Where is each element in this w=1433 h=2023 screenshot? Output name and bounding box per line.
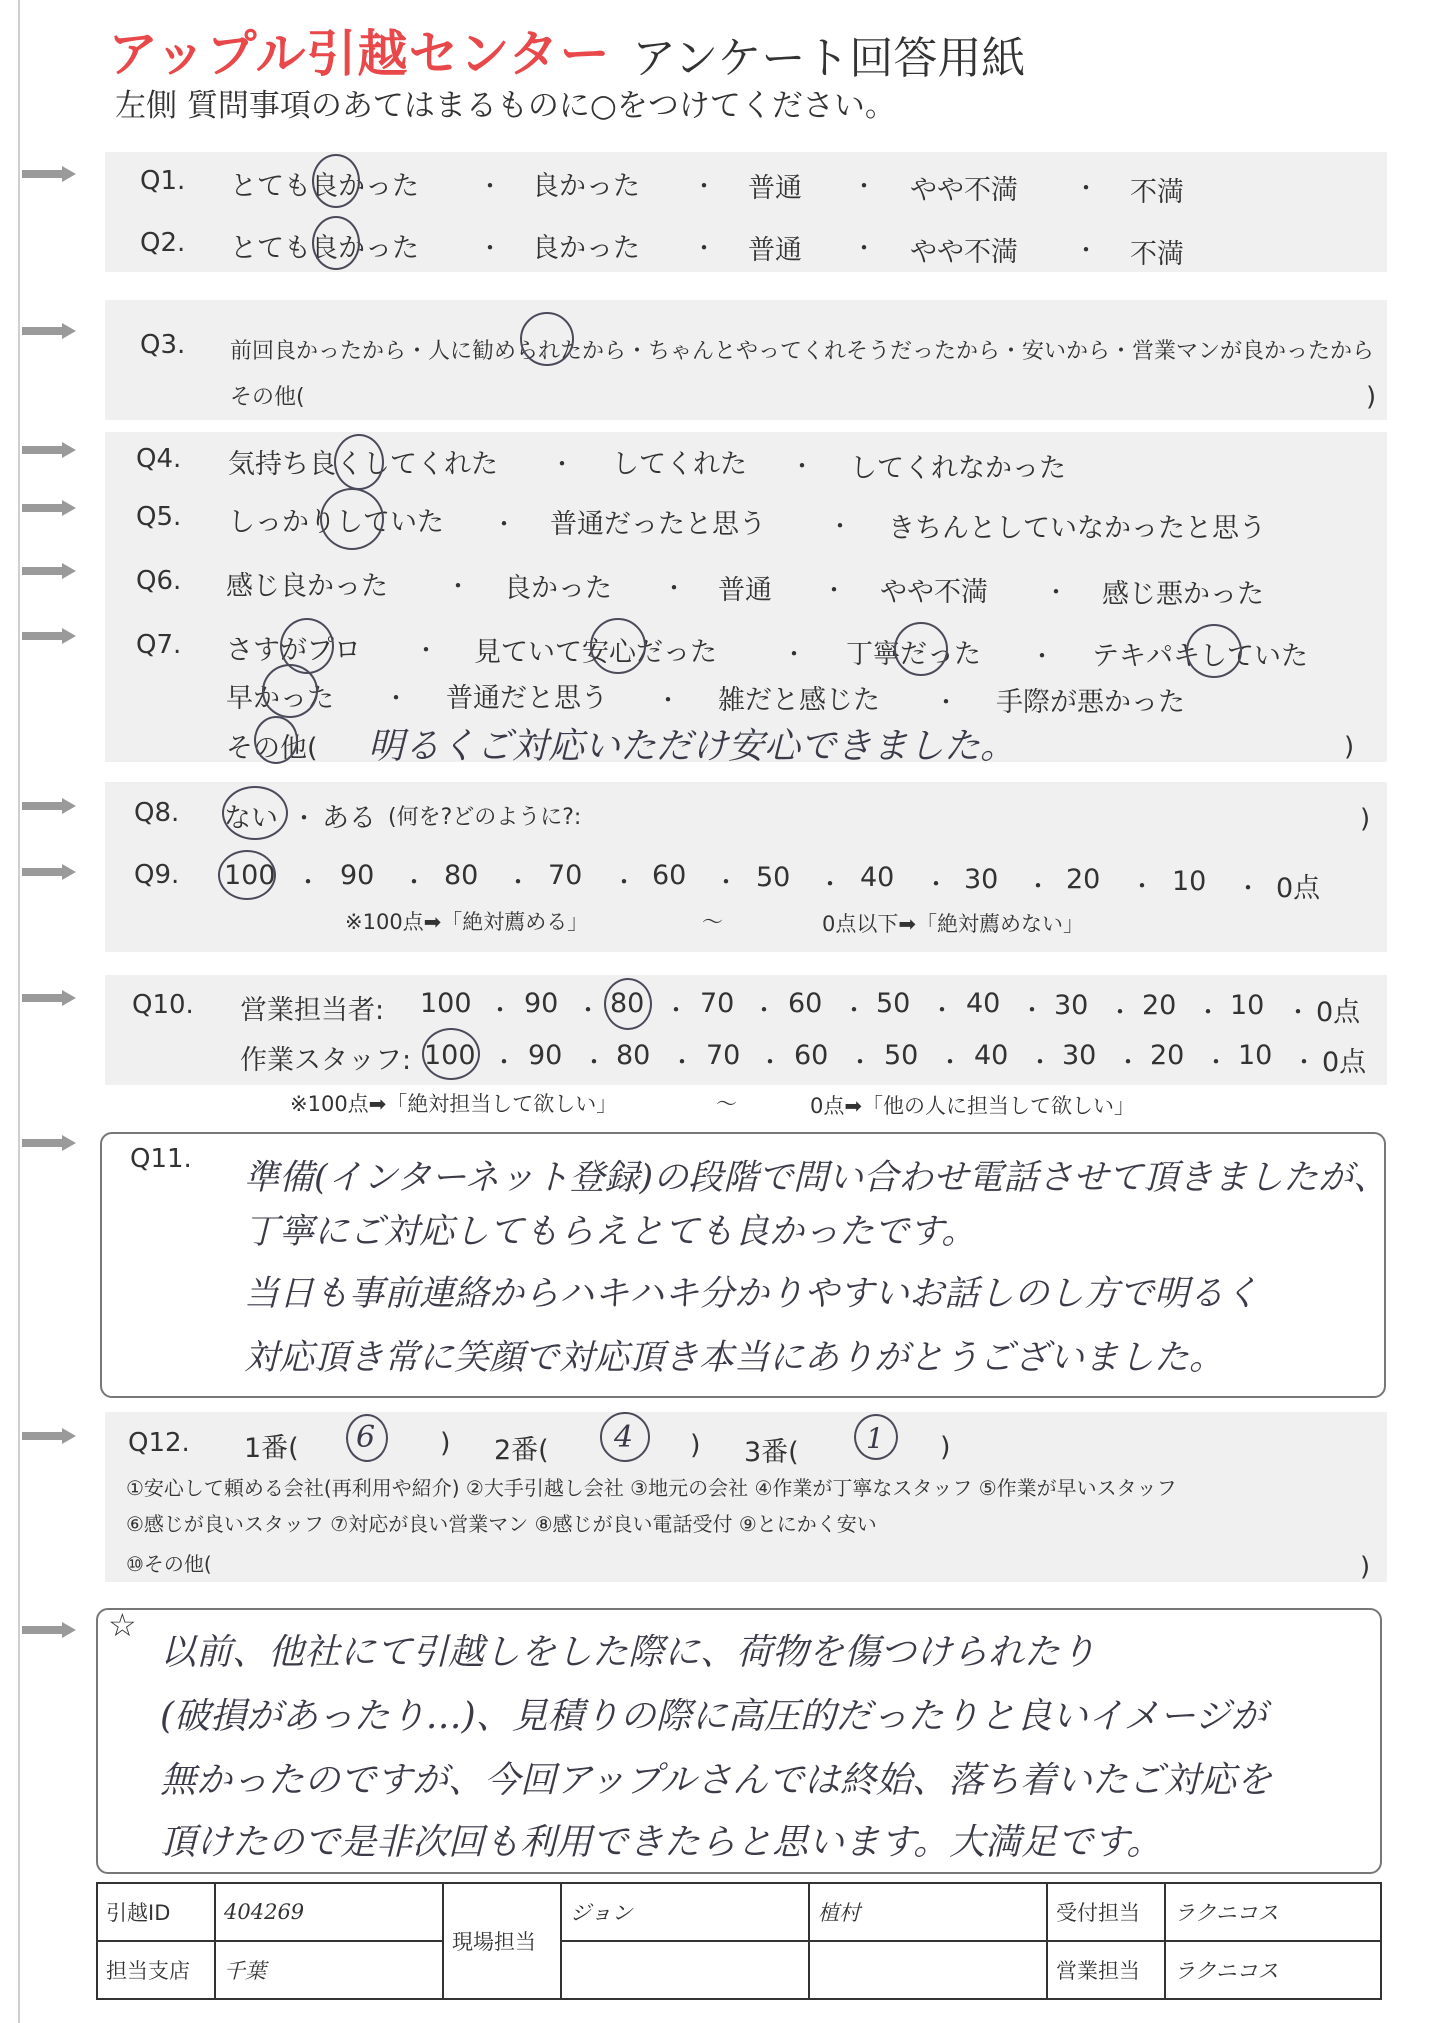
separator-dot: ・ (612, 868, 636, 896)
separator-dot: ・ (414, 636, 438, 664)
selection-circle (222, 786, 288, 840)
q9-score[interactable]: 100 (224, 860, 276, 891)
q7-option[interactable]: 見ていて安心だった (474, 637, 717, 668)
q12-close-paren: ) (440, 1428, 451, 1459)
q5-label: Q5. (136, 502, 182, 532)
q5-option[interactable]: しっかりしていた (228, 507, 444, 538)
q10-tilde: 〜 (716, 1092, 737, 1116)
q12-choices-line: ①安心して頼める会社(再利用や紹介) ②大手引越し会社 ③地元の会社 ④作業が丁寧なスタッフ ⑤作業が早いスタッフ (126, 1476, 1177, 1500)
q1-option[interactable]: 良かった (532, 171, 640, 202)
q9-score[interactable]: 70 (548, 860, 583, 891)
q4-option[interactable]: してくれた (612, 449, 747, 480)
separator-dot: ・ (582, 1048, 606, 1076)
q1-option[interactable]: 不満 (1130, 177, 1184, 208)
q7-other: その他( (226, 733, 318, 764)
q3-other: その他( (230, 385, 305, 410)
q8-option-none[interactable]: ない (224, 803, 278, 834)
separator-dot: ・ (1236, 874, 1260, 902)
q8-option-some[interactable]: ある (322, 803, 376, 834)
q3-options[interactable]: 前回良かったから・人に勧められたから・ちゃんとやってくれそうだったから・安いから・営業マンが良かったから (230, 339, 1375, 364)
q2-option[interactable]: とても良かった (230, 233, 419, 264)
q7-option[interactable]: 丁寧だった (846, 639, 981, 670)
site-staff-value: ジョン (561, 1883, 809, 1941)
q10-staff-score[interactable]: 100 (424, 1040, 476, 1071)
selection-circle (600, 1412, 650, 1462)
q1-option[interactable]: 普通 (748, 173, 802, 204)
separator-dot: ・ (790, 452, 814, 480)
q9-score[interactable]: 40 (860, 862, 895, 893)
separator-dot: ・ (662, 574, 686, 602)
arrow-icon (22, 1428, 76, 1444)
q9-score[interactable]: 30 (964, 864, 999, 895)
q8-close-paren: ) (1360, 804, 1371, 834)
separator-dot: ・ (842, 996, 866, 1024)
q2-option[interactable]: やや不満 (910, 237, 1018, 268)
separator-dot: ・ (1196, 998, 1220, 1026)
q7-option[interactable]: テキパキしていた (1092, 641, 1308, 672)
q8-prompt: (何を?どのように?: (388, 805, 582, 830)
comment-line: 無かったのですが、今回アップルさんでは終始、落ち着いたご対応を (160, 1760, 1273, 1801)
selection-circle (320, 488, 384, 550)
q10-sales-score[interactable]: 70 (700, 988, 735, 1019)
q7-close-paren: ) (1344, 732, 1355, 762)
selection-circle (334, 434, 384, 490)
q10-sales-score[interactable]: 30 (1054, 990, 1089, 1021)
q10-note-right: 0点➡「他の人に担当して欲しい」 (810, 1094, 1135, 1118)
q10-staff-score[interactable]: 10 (1238, 1040, 1273, 1071)
arrow-icon (22, 563, 76, 579)
selection-circle (422, 1028, 480, 1080)
separator-dot: ・ (818, 870, 842, 898)
arrow-icon (22, 990, 76, 1006)
separator-dot: ・ (1292, 1048, 1316, 1076)
instruction-text: 左側 質問事項のあてはまるものに○をつけてください。 (115, 88, 896, 124)
q9-tilde: 〜 (702, 910, 723, 934)
separator-dot: ・ (1044, 578, 1068, 606)
q7-option[interactable]: 雑だと感じた (718, 685, 880, 716)
separator-dot: ・ (934, 688, 958, 716)
reception-value: ラクニコス (1165, 1883, 1381, 1941)
q10-staff-score[interactable]: 80 (616, 1040, 651, 1071)
site-staff-label: 現場担当 (443, 1883, 561, 1999)
q2-option[interactable]: 不満 (1130, 239, 1184, 270)
separator-dot: ・ (402, 868, 426, 896)
q10-staff-score[interactable]: 40 (974, 1040, 1009, 1071)
selection-circle (312, 216, 360, 270)
separator-dot: ・ (478, 172, 502, 200)
selection-circle (854, 1414, 898, 1460)
q6-option[interactable]: 感じ良かった (226, 571, 388, 602)
separator-dot: ・ (492, 1048, 516, 1076)
separator-dot: ・ (714, 868, 738, 896)
q12-third-label: 3番( (744, 1437, 799, 1468)
arrow-icon (22, 500, 76, 516)
move-id-value: 404269 (215, 1883, 443, 1941)
q9-score[interactable]: 10 (1172, 866, 1207, 897)
q5-option[interactable]: きちんとしていなかったと思う (888, 513, 1266, 544)
q4-label: Q4. (136, 444, 182, 474)
q7-option[interactable]: 普通だと思う (446, 683, 608, 714)
q12-third-value[interactable]: 1 (866, 1422, 884, 1455)
separator-dot: ・ (848, 1048, 872, 1076)
q7-option[interactable]: さすがプロ (226, 635, 361, 666)
separator-dot: ・ (670, 1048, 694, 1076)
q1-option[interactable]: とても良かった (230, 171, 419, 202)
comment-line: (破損があったり…)、見積りの際に高圧的だったりと良いイメージが (160, 1696, 1267, 1737)
separator-dot: ・ (1028, 1048, 1052, 1076)
q10-note-left: ※100点➡「絶対担当して欲しい」 (290, 1092, 618, 1116)
separator-dot: ・ (782, 640, 806, 668)
reception-label: 受付担当 (1047, 1883, 1165, 1941)
separator-dot: ・ (292, 804, 316, 832)
separator-dot: ・ (1074, 236, 1098, 264)
selection-circle (218, 850, 276, 900)
q10-sales-score[interactable]: 40 (966, 988, 1001, 1019)
q11-line: 対応頂き常に笑顔で対応頂き本当にありがとうございました。 (244, 1338, 1225, 1378)
q9-note-left: ※100点➡「絶対薦める」 (345, 910, 589, 934)
q6-option[interactable]: 良かった (504, 573, 612, 604)
q10-staff-score[interactable]: 0点 (1322, 1047, 1367, 1078)
q7-other-answer: 明るくご対応いただけ安心できました。 (368, 726, 1017, 767)
q2-label: Q2. (140, 228, 186, 258)
q9-label: Q9. (134, 860, 180, 890)
selection-circle (312, 154, 360, 208)
separator-dot: ・ (852, 234, 876, 262)
q11-label: Q11. (130, 1144, 192, 1174)
q5-option[interactable]: 普通だったと思う (550, 509, 766, 540)
q7-option[interactable]: 早かった (226, 683, 334, 714)
q8-label: Q8. (134, 798, 180, 828)
q12-second-label: 2番( (494, 1435, 549, 1466)
separator-dot: ・ (488, 996, 512, 1024)
q6-option[interactable]: やや不満 (880, 577, 988, 608)
q6-option[interactable]: 感じ悪かった (1102, 579, 1264, 610)
separator-dot: ・ (1108, 998, 1132, 1026)
q10-sales-score[interactable]: 10 (1230, 990, 1265, 1021)
separator-dot: ・ (938, 1048, 962, 1076)
separator-dot: ・ (576, 996, 600, 1024)
q7-label: Q7. (136, 630, 182, 660)
q10-staff-score[interactable]: 90 (528, 1040, 563, 1071)
selection-circle (590, 618, 646, 674)
comment-line: 以前、他社にて引越しをした際に、荷物を傷つけられたり (160, 1632, 1097, 1673)
page-edge (18, 0, 20, 2023)
q12-choices-line: ⑩その他( (126, 1552, 212, 1576)
separator-dot: ・ (692, 172, 716, 200)
separator-dot: ・ (758, 1048, 782, 1076)
move-id-label: 引越ID (97, 1883, 215, 1941)
q10-staff-label: 作業スタッフ: (240, 1045, 412, 1076)
selection-circle (254, 716, 298, 764)
q10-staff-score[interactable]: 20 (1150, 1040, 1185, 1071)
separator-dot: ・ (656, 686, 680, 714)
sales-label: 営業担当 (1047, 1941, 1165, 1999)
q10-sales-score[interactable]: 50 (876, 988, 911, 1019)
separator-dot: ・ (550, 450, 574, 478)
arrow-icon (22, 323, 76, 339)
q12-close-paren: ) (690, 1430, 701, 1461)
separator-dot: ・ (828, 512, 852, 540)
q10-sales-score[interactable]: 60 (788, 988, 823, 1019)
q1-label: Q1. (140, 166, 186, 196)
separator-dot: ・ (1286, 998, 1310, 1026)
q10-sales-score[interactable]: 90 (524, 988, 559, 1019)
q2-option[interactable]: 良かった (532, 233, 640, 264)
separator-dot: ・ (822, 576, 846, 604)
arrow-icon (22, 628, 76, 644)
separator-dot: ・ (384, 684, 408, 712)
q10-sales-score[interactable]: 0点 (1316, 997, 1361, 1028)
separator-dot: ・ (1204, 1048, 1228, 1076)
separator-dot: ・ (1030, 642, 1054, 670)
separator-dot: ・ (506, 868, 530, 896)
q4-option[interactable]: してくれなかった (850, 453, 1066, 484)
separator-dot: ・ (296, 868, 320, 896)
q10-staff-score[interactable]: 70 (706, 1040, 741, 1071)
q12-first-value[interactable]: 6 (356, 1420, 376, 1455)
separator-dot: ・ (692, 234, 716, 262)
site-staff-empty (809, 1941, 1047, 1999)
q10-staff-score[interactable]: 30 (1062, 1040, 1097, 1071)
separator-dot: ・ (930, 996, 954, 1024)
arrow-icon (22, 1135, 76, 1151)
separator-dot: ・ (492, 510, 516, 538)
selection-circle (346, 1414, 388, 1462)
q11-line: 準備(インターネット登録)の段階で問い合わせ電話させて頂きましたが、 (244, 1158, 1389, 1198)
selection-circle (520, 312, 574, 366)
q9-score[interactable]: 0点 (1276, 873, 1321, 904)
q12-second-value[interactable]: 4 (614, 1420, 634, 1455)
q10-staff-score[interactable]: 60 (794, 1040, 829, 1071)
q11-line: 丁寧にご対応してもらえとても良かったです。 (244, 1212, 977, 1252)
q12-other-close-paren: ) (1360, 1552, 1371, 1582)
q9-score[interactable]: 20 (1066, 864, 1101, 895)
arrow-icon (22, 166, 76, 182)
selection-circle (894, 622, 948, 676)
arrow-icon (22, 798, 76, 814)
separator-dot: ・ (1116, 1048, 1140, 1076)
site-staff-value: 植村 (809, 1883, 1047, 1941)
footer-table (96, 1882, 1382, 2000)
q6-option[interactable]: 普通 (718, 575, 772, 606)
selection-circle (604, 978, 652, 1030)
branch-value: 千葉 (215, 1941, 443, 1999)
separator-dot: ・ (924, 870, 948, 898)
separator-dot: ・ (1020, 996, 1044, 1024)
separator-dot: ・ (1074, 174, 1098, 202)
q10-sales-score[interactable]: 80 (610, 988, 645, 1019)
separator-dot: ・ (1130, 872, 1154, 900)
q12-label: Q12. (128, 1428, 190, 1458)
q9-score[interactable]: 60 (652, 860, 687, 891)
q7-option[interactable]: 手際が悪かった (996, 687, 1185, 718)
q12-first-label: 1番( (244, 1433, 299, 1464)
arrow-icon (22, 442, 76, 458)
q10-staff-score[interactable]: 50 (884, 1040, 919, 1071)
sales-value: ラクニコス (1165, 1941, 1381, 1999)
q10-label: Q10. (132, 990, 194, 1020)
q3-label: Q3. (140, 330, 186, 360)
arrow-icon (22, 1622, 76, 1638)
comment-line: 頂けたので是非次回も利用できたらと思います。大満足です。 (160, 1822, 1163, 1863)
q10-sales-label: 営業担当者: (240, 995, 385, 1026)
q9-score[interactable]: 50 (756, 862, 791, 893)
q9-score[interactable]: 90 (340, 860, 375, 891)
separator-dot: ・ (752, 996, 776, 1024)
branch-label: 担当支店 (97, 1941, 215, 1999)
q4-option[interactable]: 気持ち良くしてくれた (228, 449, 498, 480)
q10-sales-score[interactable]: 100 (420, 988, 472, 1019)
selection-circle (262, 664, 318, 718)
brand-title: アップル引越センター (108, 25, 611, 83)
separator-dot: ・ (664, 996, 688, 1024)
form-subtitle: アンケート回答用紙 (632, 33, 1026, 84)
arrow-icon (22, 864, 76, 880)
q3-close-paren: ) (1366, 382, 1377, 412)
q10-sales-score[interactable]: 20 (1142, 990, 1177, 1021)
q2-option[interactable]: 普通 (748, 235, 802, 266)
separator-dot: ・ (446, 572, 470, 600)
q6-label: Q6. (136, 566, 182, 596)
star-icon: ☆ (108, 1606, 137, 1644)
q12-close-paren: ) (940, 1432, 951, 1463)
q9-score[interactable]: 80 (444, 860, 479, 891)
q12-choices-line: ⑥感じが良いスタッフ ⑦対応が良い営業マン ⑧感じが良い電話受付 ⑨とにかく安い (126, 1512, 877, 1536)
separator-dot: ・ (852, 172, 876, 200)
q9-note-right: 0点以下➡「絶対薦めない」 (822, 912, 1084, 936)
q11-line: 当日も事前連絡からハキハキ分かりやすいお話しのし方で明るく (244, 1274, 1260, 1314)
site-staff-empty (561, 1941, 809, 1999)
q1-option[interactable]: やや不満 (910, 175, 1018, 206)
separator-dot: ・ (478, 234, 502, 262)
separator-dot: ・ (1026, 872, 1050, 900)
selection-circle (1186, 624, 1242, 678)
